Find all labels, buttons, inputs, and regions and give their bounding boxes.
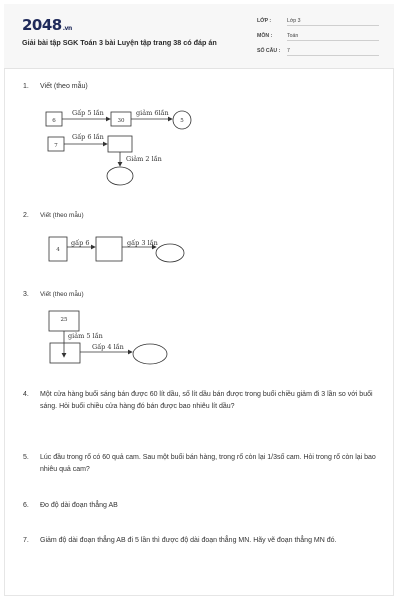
question-text: Đo độ dài đoạn thẳng AB bbox=[40, 502, 118, 509]
operation-label: Gấp 5 lần bbox=[72, 109, 104, 117]
question-number: 7. bbox=[23, 537, 29, 544]
question-text: Viết (theo mẫu) bbox=[40, 212, 84, 219]
question-number: 3. bbox=[23, 291, 29, 298]
meta-row-count bbox=[257, 48, 379, 56]
meta-row-subject bbox=[257, 33, 379, 41]
operation-label: Giảm 2 lần bbox=[126, 155, 162, 163]
question-number: 6. bbox=[23, 502, 29, 509]
operation-label: giảm 6lần bbox=[136, 109, 169, 117]
figure-1-diagram bbox=[0, 100, 400, 190]
answer-ellipse bbox=[156, 244, 184, 262]
question-text: Một cửa hàng buổi sáng bán được 60 lít dầu, số lít dầu bán được trong buổi chiều giảm đi 3 lần so với buổi sáng. Hỏi buổi chiều cửa hàng đó bán được bao nhiêu lít dầu? bbox=[40, 391, 373, 410]
meta-value: Lớp 3 bbox=[287, 18, 379, 26]
box-value: 4 bbox=[56, 247, 60, 253]
document-header bbox=[4, 4, 394, 69]
meta-row-class bbox=[257, 18, 379, 26]
answer-ellipse bbox=[133, 344, 167, 364]
question-number: 5. bbox=[23, 454, 29, 461]
meta-value: Toán bbox=[287, 33, 379, 41]
operation-label: gấp 6 bbox=[71, 239, 90, 247]
answer-box bbox=[50, 343, 80, 363]
circle-value: 5 bbox=[180, 118, 184, 124]
operation-label: giảm 5 lần bbox=[68, 332, 103, 340]
logo-sub-text: .vn bbox=[62, 25, 72, 32]
question-text: Lúc đầu trong rổ có 60 quả cam. Sau một buổi bán hàng, trong rổ còn lại 1/3số cam. Hỏi trong rổ còn lại bao nhiêu quả cam? bbox=[40, 454, 376, 473]
logo-main-text: 2048 bbox=[22, 16, 62, 34]
document-title: Giải bài tập SGK Toán 3 bài Luyện tập trang 38 có đáp án bbox=[22, 38, 217, 47]
answer-box bbox=[96, 237, 122, 261]
box-value: 6 bbox=[52, 118, 56, 124]
box-value: 7 bbox=[54, 143, 58, 149]
figure-2-diagram bbox=[0, 230, 400, 270]
question-number: 1. bbox=[23, 83, 29, 90]
meta-label: LỚP : bbox=[257, 18, 272, 24]
question-text: Viết (theo mẫu) bbox=[40, 83, 88, 90]
operation-label: Gấp 6 lần bbox=[72, 133, 104, 141]
operation-label: gấp 3 lần bbox=[127, 239, 158, 247]
question-text: Giảm độ dài đoạn thẳng AB đi 5 lần thì được độ dài đoạn thẳng MN. Hãy vẽ đoạn thẳng MN đó. bbox=[40, 537, 337, 544]
site-logo[interactable] bbox=[22, 16, 72, 34]
box-value: 30 bbox=[117, 118, 125, 124]
meta-value: 7 bbox=[287, 48, 379, 56]
operation-label: Gấp 4 lần bbox=[92, 343, 124, 351]
box-value: 25 bbox=[60, 317, 68, 323]
meta-label: MÔN : bbox=[257, 33, 273, 39]
answer-ellipse bbox=[107, 167, 133, 185]
question-text: Viết (theo mẫu) bbox=[40, 291, 84, 298]
figure-3-diagram bbox=[0, 305, 400, 375]
question-number: 4. bbox=[23, 391, 29, 398]
question-number: 2. bbox=[23, 212, 29, 219]
meta-label: SỐ CÂU : bbox=[257, 48, 281, 54]
answer-box bbox=[108, 136, 132, 152]
